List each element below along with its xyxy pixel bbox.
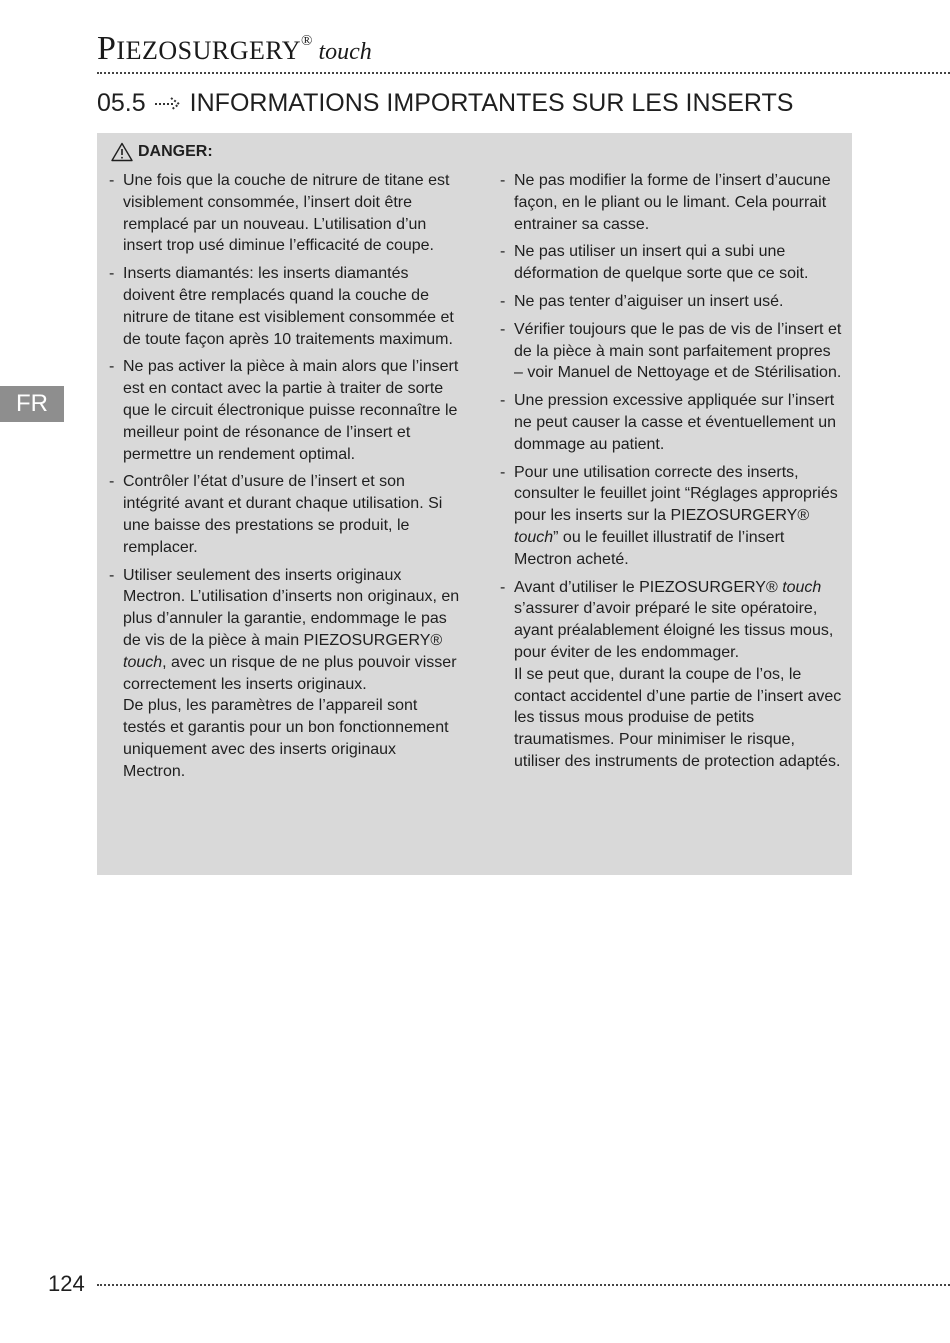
list-item: - Ne pas modifier la forme de l’insert d’aucune façon, en le pliant ou le limant. Cela pourrait entrainer sa casse.: [500, 172, 831, 233]
list-item: - Inserts diamantés: les inserts diamantés doivent être remplacés quand la couche de nitrure de titane est visiblement consommée et de toute façon après 10 traitements maximum.: [109, 265, 454, 348]
list-item: - Ne pas utiliser un insert qui a subi une déformation de quelque sorte que ce soit.: [500, 243, 809, 283]
page-number: 124: [48, 1271, 85, 1296]
brand-name: PIEZOSURGERY: [97, 30, 302, 67]
dotted-arrow-icon: [154, 96, 182, 112]
danger-list-left: [109, 170, 461, 789]
list-item: - Ne pas activer la pièce à main alors que l’insert est en contact avec la partie à traiter de sorte que le circuit électronique puisse reconnaître le meilleur point de résonance de l’insert et permettre un rendement optimal.: [109, 358, 459, 463]
header-divider: [97, 72, 950, 74]
language-tab: FR: [0, 386, 64, 422]
danger-label: DANGER:: [138, 143, 213, 160]
list-item: - Pour une utilisation correcte des inserts, consulter le feuillet joint “Réglages appropriés pour les inserts sur la PIEZOSURGERY® touch” ou le feuillet illustratif de l’insert Mectron acheté.: [500, 463, 838, 568]
danger-heading: [111, 142, 213, 162]
brand-logo: [97, 30, 372, 68]
list-item: - Une pression excessive appliquée sur l’insert ne peut causer la casse et éventuellement un dommage au patient.: [500, 392, 836, 453]
footer-divider: [97, 1284, 950, 1286]
danger-list-right: [500, 170, 842, 779]
danger-box: [97, 133, 852, 875]
list-item: - Contrôler l’état d’usure de l’insert et son intégrité avant et durant chaque utilisation. Si une baisse des prestations se produit, le remplacer.: [109, 473, 443, 556]
warning-triangle-icon: [111, 142, 133, 162]
list-item: - Ne pas tenter d’aiguiser un insert usé.: [500, 292, 784, 310]
list-item: - Une fois que la couche de nitrure de titane est visiblement consommée, l’insert doit être remplacé par un nouveau. L’utilisation d’un insert trop usé diminue l’efficacité de coupe.: [109, 172, 450, 255]
list-item: - Vérifier toujours que le pas de vis de l’insert et de la pièce à main sont parfaitement propres – voir Manuel de Nettoyage et de Stérilisation.: [500, 320, 842, 382]
list-item: - Avant d’utiliser le PIEZOSURGERY® touch s’assurer d’avoir préparé le site opératoire, ayant préalablement éloigné les tissus mous, pour éviter de les endommager. Il se peut que, durant la coupe de l’os, le contact accidentel d’une partie de l’insert avec les tissus mous produise de petits traumatismes. Pour minimiser le risque, utiliser des instruments de protection adaptés.: [500, 578, 842, 770]
brand-registered-mark: ®: [301, 33, 313, 49]
list-item: - Utiliser seulement des inserts originaux Mectron. L’utilisation d’inserts non originaux, en plus d’annuler la garantie, endommage le pas de vis de la pièce à main PIEZOSURGERY® touch, avec un risque de ne plus pouvoir visser correctement les inserts originaux. De plus, les paramètres de l’appareil sont testés et garantis pour un bon fonctionnement uniquement avec des inserts originaux Mectron.: [109, 566, 460, 780]
section-number: 05.5: [97, 89, 146, 117]
section-heading: INFORMATIONS IMPORTANTES SUR LES INSERTS: [189, 89, 794, 117]
brand-touch: touch: [318, 39, 372, 65]
section-title: [97, 89, 793, 118]
